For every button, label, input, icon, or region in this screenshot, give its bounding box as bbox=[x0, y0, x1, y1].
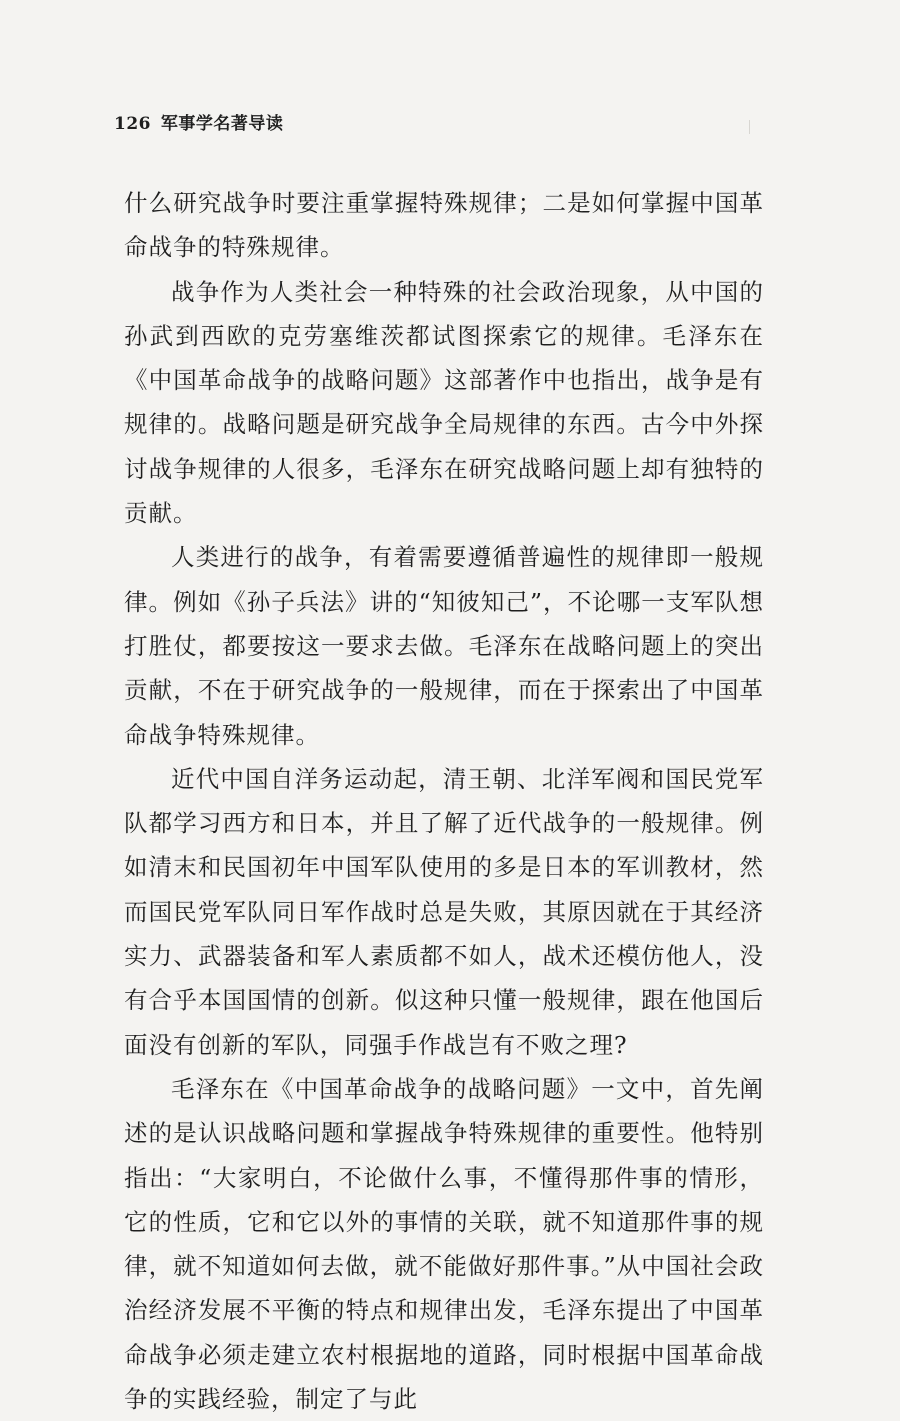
paragraph: 毛泽东在《中国革命战争的战略问题》一文中，首先阐述的是认识战略问题和掌握战争特殊规律的重要性。他特别指出：“大家明白，不论做什么事，不懂得那件事的情形，它的性质，它和它以外的事情的关联，就不知道那件事的规律，就不知道如何去做，就不能做好那件事。”从中国社会政治经济发展不平衡的特点和规律出发，毛泽东提出了中国革命战争必须走建立农村根据地的道路，同时根据中国革命战争的实践经验，制定了与此 bbox=[124, 1074, 764, 1414]
paragraph: 战争作为人类社会一种特殊的社会政治现象，从中国的孙武到西欧的克劳塞维茨都试图探索它的规律。毛泽东在《中国革命战争的战略问题》这部著作中也指出，战争是有规律的。战略问题是研究战争全局规律的东西。古今中外探讨战争规律的人很多，毛泽东在研究战略问题上却有独特的贡献。 bbox=[124, 277, 764, 528]
running-header bbox=[114, 113, 283, 135]
book-title: 军事学名著导读 bbox=[160, 114, 284, 134]
paragraph: 近代中国自洋务运动起，清王朝、北洋军阀和国民党军队都学习西方和日本，并且了解了近代战争的一般规律。例如清末和民国初年中国军队使用的多是日本的军训教材，然而国民党军队同日军作战时总是失败，其原因就在于其经济实力、武器装备和军人素质都不如人，战术还模仿他人，没有合乎本国国情的创新。似这种只懂一般规律，跟在他国后面没有创新的军队，同强手作战岂有不败之理? bbox=[124, 764, 764, 1059]
paragraph: 人类进行的战争，有着需要遵循普遍性的规律即一般规律。例如《孙子兵法》讲的“知彼知己”，不论哪一支军队想打胜仗，都要按这一要求去做。毛泽东在战略问题上的突出贡献，不在于研究战争的一般规律，而在于探索出了中国革命战争特殊规律。 bbox=[124, 543, 764, 749]
paragraph-continued: 什么研究战争时要注重掌握特殊规律；二是如何掌握中国革命战争的特殊规律。 bbox=[124, 189, 764, 262]
page-edge-mark bbox=[749, 120, 750, 134]
page-number: 126 bbox=[114, 114, 151, 134]
body-text bbox=[124, 181, 764, 1421]
